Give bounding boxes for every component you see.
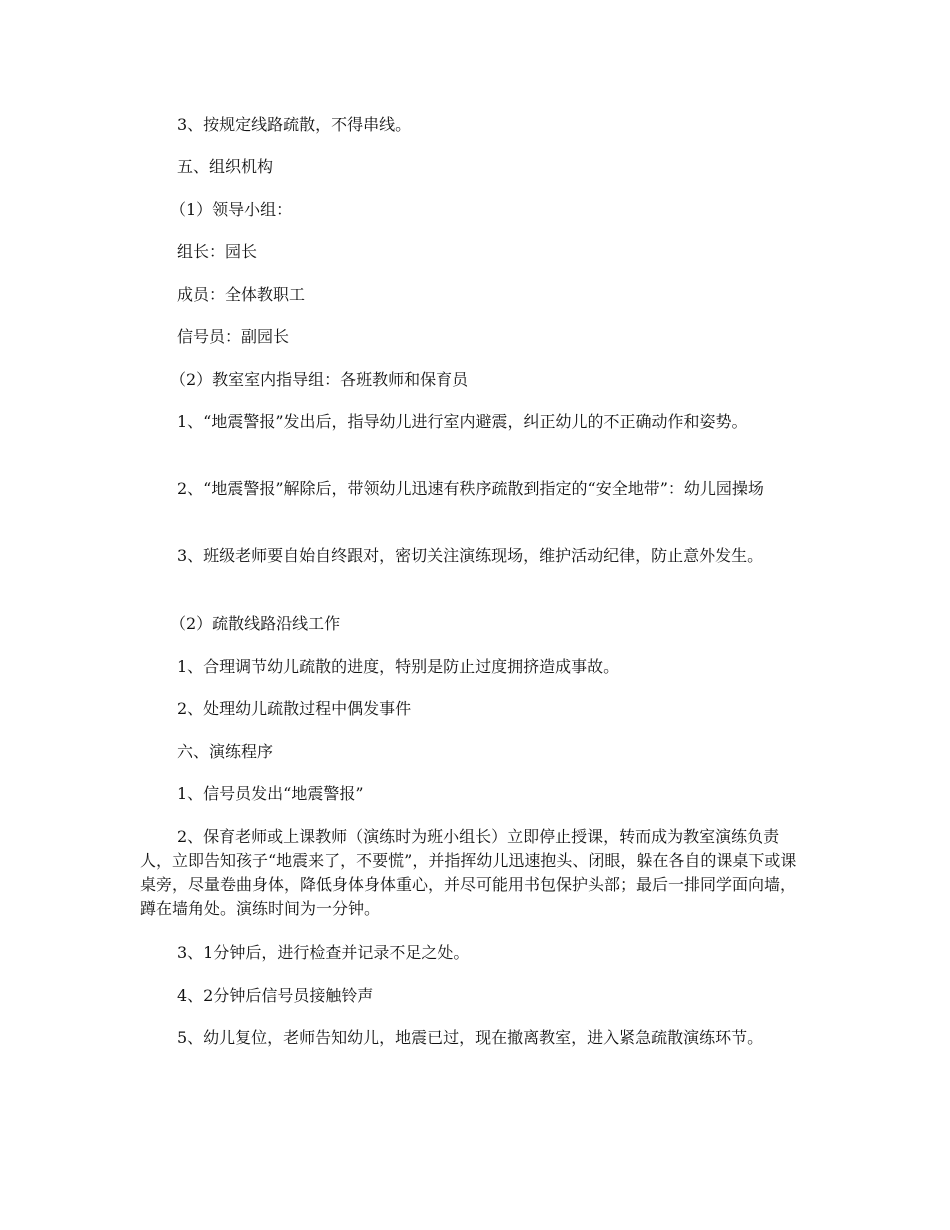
paragraph-route-1: 1、合理调节幼儿疏散的进度，特别是防止过度拥挤造成事故。 bbox=[177, 657, 620, 676]
paragraph-members: 成员：全体教职工 bbox=[177, 285, 306, 304]
paragraph-procedure-3: 3、1分钟后，进行检查并记录不足之处。 bbox=[177, 943, 470, 962]
paragraph-route-2: 2、处理幼儿疏散过程中偶发事件 bbox=[177, 699, 412, 718]
subheading-leadership-group: （1）领导小组： bbox=[170, 200, 293, 219]
paragraph-evacuate-route: 3、按规定线路疏散，不得串线。 bbox=[177, 115, 412, 134]
paragraph-group-leader: 组长：园长 bbox=[177, 242, 258, 261]
section-heading-drill-procedure: 六、演练程序 bbox=[177, 742, 274, 761]
paragraph-procedure-2: 2、保育老师或上课教师（演练时为班小组长）立即停止授课，转而成为教室演练负责人，立即告知孩子“地震来了，不要慌”，并指挥幼儿迅速抱头、闭眼，躲在各自的课桌下或课桌旁，尽量卷曲身体，降低身体身体重心，并尽可能用书包保护头部；最后一排同学面向墙，蹲在墙角处。演练时间为一分钟。 bbox=[140, 827, 797, 918]
paragraph-procedure-4: 4、2分钟后信号员接触铃声 bbox=[177, 986, 374, 1005]
subheading-route-work: （2）疏散线路沿线工作 bbox=[170, 614, 341, 633]
paragraph-guidance-3: 3、班级老师要自始自终跟对，密切关注演练现场，维护活动纪律，防止意外发生。 bbox=[177, 546, 764, 565]
paragraph-signaler: 信号员：副园长 bbox=[177, 327, 290, 346]
subheading-classroom-guidance: （2）教室室内指导组：各班教师和保育员 bbox=[170, 370, 469, 389]
paragraph-procedure-5: 5、幼儿复位，老师告知幼儿，地震已过，现在撤离教室，进入紧急疏散演练环节。 bbox=[177, 1028, 764, 1047]
section-heading-organization: 五、组织机构 bbox=[177, 157, 274, 176]
paragraph-procedure-1: 1、信号员发出“地震警报” bbox=[177, 784, 364, 803]
paragraph-guidance-2: 2、“地震警报”解除后，带领幼儿迅速有秩序疏散到指定的“安全地带”：幼儿园操场 bbox=[177, 479, 764, 498]
paragraph-guidance-1: 1、“地震警报”发出后，指导幼儿进行室内避震，纠正幼儿的不正确动作和姿势。 bbox=[177, 412, 748, 431]
